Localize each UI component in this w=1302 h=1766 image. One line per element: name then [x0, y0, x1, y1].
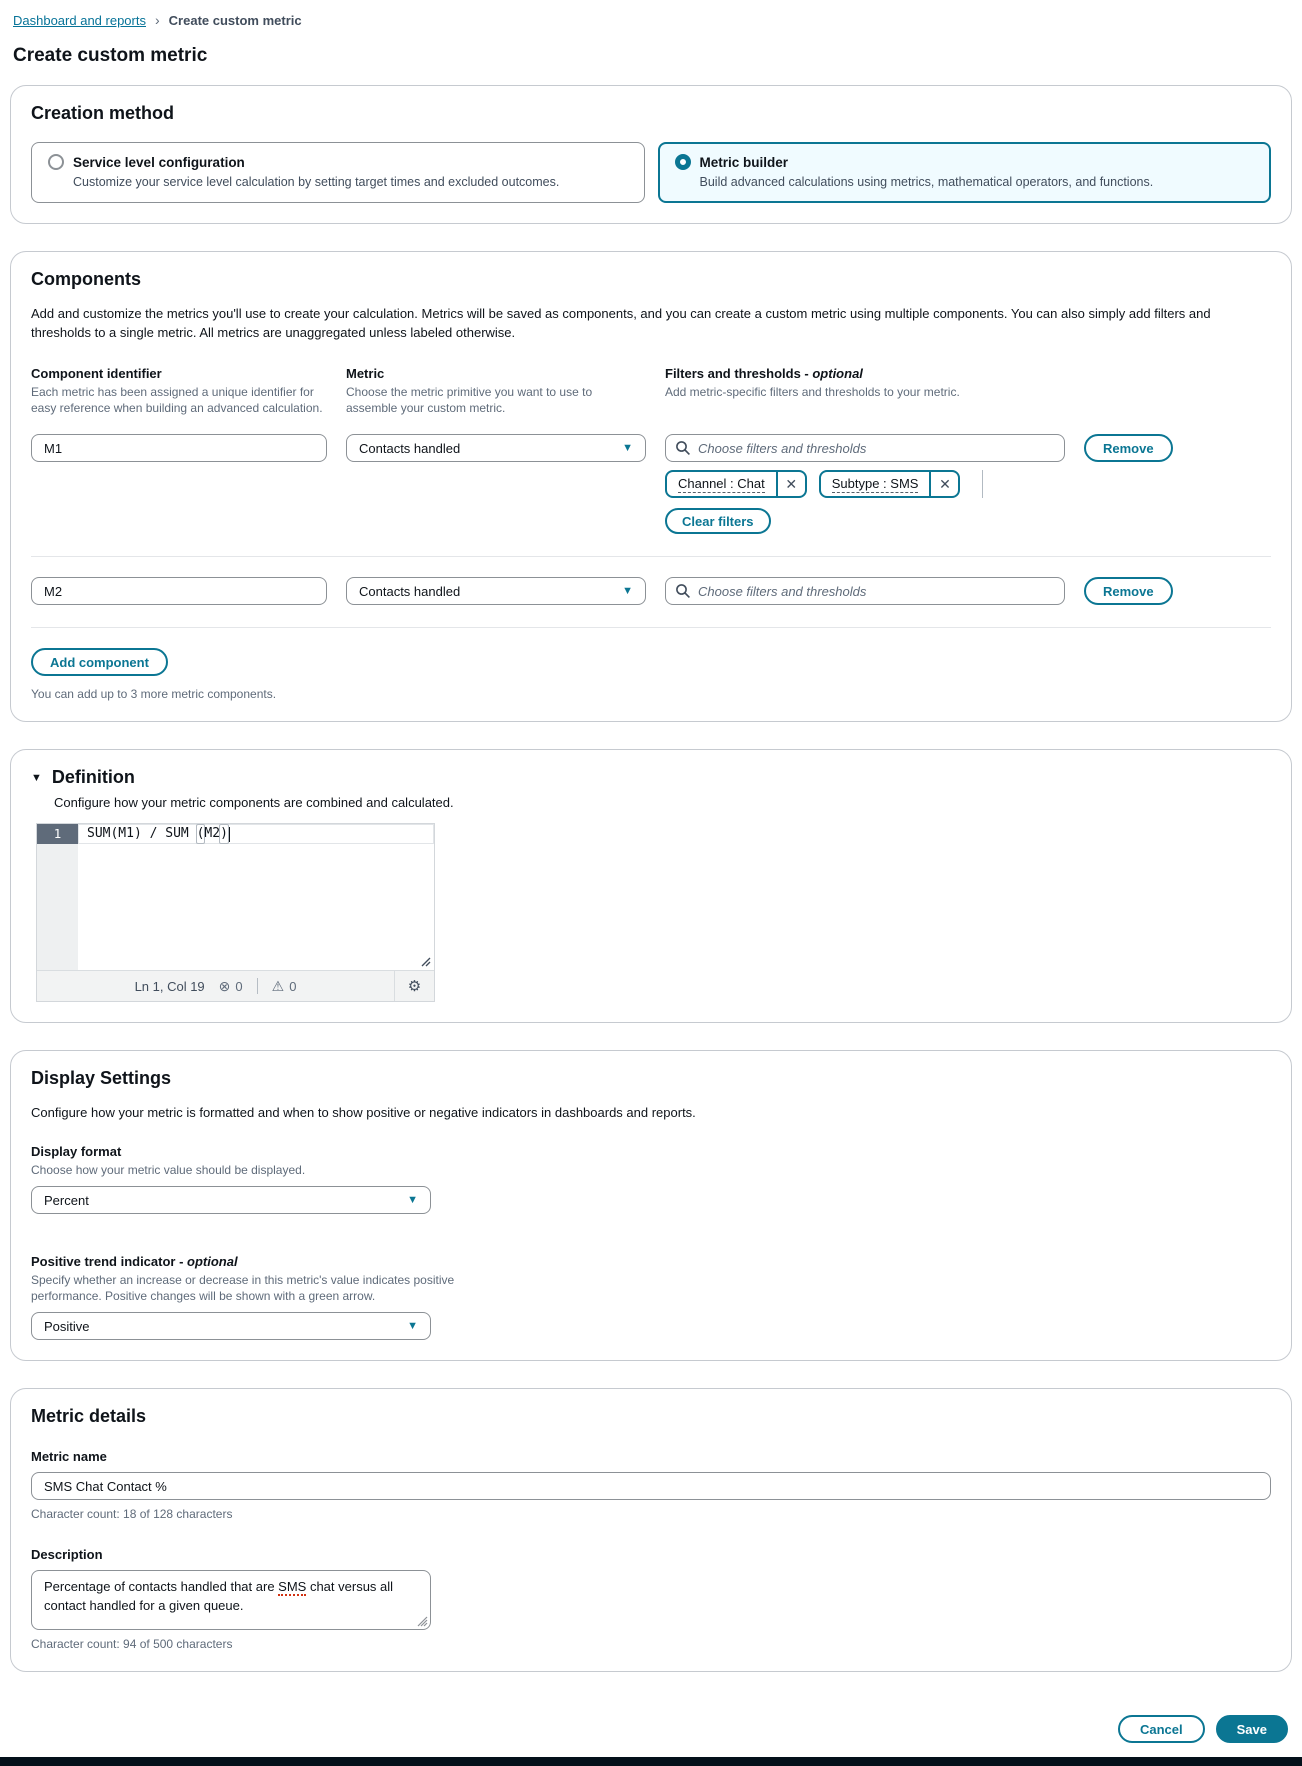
expression-editor [36, 823, 435, 1002]
components-description: Add and customize the metrics you'll use to create your calculation. Metrics will be saved as components, and you can create a custom metric using multiple components. You can also simply add filters and thresholds to a single metric. All metrics are unaggregated unless labeled otherwise. [31, 306, 1211, 340]
display-settings-description: Configure how your metric is formatted and when to show positive or negative indicators in dashboards and reports. [31, 1105, 696, 1120]
search-icon [675, 440, 691, 456]
expression-editor-body[interactable] [37, 824, 434, 970]
breadcrumb [0, 0, 1302, 28]
breadcrumb-current: Create custom metric [168, 12, 302, 28]
cancel-button[interactable]: Cancel [1118, 1715, 1205, 1743]
display-format-description: Choose how your metric value should be displayed. [31, 1163, 306, 1177]
positive-trend-label: Positive trend indicator - optional [31, 1254, 238, 1269]
column-label: Metric [346, 366, 385, 381]
resize-handle-icon[interactable] [416, 1615, 428, 1627]
row-divider [31, 627, 1271, 628]
filters-search-m2 [665, 577, 1065, 605]
filters-search-input[interactable] [665, 434, 1065, 462]
metric-name-char-count: Character count: 18 of 128 characters [31, 1507, 233, 1521]
identifier-input-m2[interactable] [31, 577, 327, 605]
components-panel [10, 251, 1292, 722]
column-description: Choose the metric primitive you want to use to assemble your custom metric. [346, 385, 593, 415]
column-label: Filters and thresholds - optional [665, 366, 863, 381]
add-component-button[interactable]: Add component [31, 648, 168, 676]
bracket-highlight: ( [196, 824, 206, 844]
chevron-down-icon: ▼ [407, 1194, 418, 1206]
column-component-identifier [31, 366, 327, 416]
positive-trend-value: Positive [44, 1318, 90, 1334]
editor-status-bar [37, 970, 434, 1001]
save-button[interactable]: Save [1216, 1715, 1288, 1743]
metric-details-title: Metric details [31, 1406, 147, 1426]
metric-name-input[interactable] [31, 1472, 1271, 1500]
chevron-down-icon: ▼ [622, 585, 633, 597]
display-format-select[interactable] [31, 1186, 431, 1214]
components-grid [31, 366, 1271, 534]
cursor-position: Ln 1, Col 19 [134, 978, 205, 994]
filter-token-channel-chat [665, 470, 807, 498]
metric-select-value: Contacts handled [359, 583, 461, 599]
text-caret [982, 470, 983, 498]
option-metric-builder[interactable] [658, 142, 1272, 203]
display-settings-title: Display Settings [31, 1068, 172, 1088]
radio-unselected[interactable] [48, 154, 64, 170]
line-number: 1 [37, 824, 78, 844]
editor-gutter [37, 824, 78, 970]
metric-name-label: Metric name [31, 1449, 107, 1464]
metric-select-m2[interactable] [346, 577, 646, 605]
page-title: Create custom metric [13, 45, 208, 66]
misspelled-word: SMS [278, 1579, 307, 1594]
row-divider [31, 556, 1271, 557]
breadcrumb-separator-icon: › [154, 12, 160, 28]
component-row-m2-identifier [31, 577, 327, 605]
token-label[interactable]: Subtype : SMS [831, 475, 919, 491]
option-label: Service level configuration [73, 154, 245, 170]
metric-select-value: Contacts handled [359, 440, 461, 456]
metric-select-m1[interactable] [346, 434, 646, 462]
remove-m1-cell [1084, 434, 1271, 462]
text-caret [229, 827, 231, 842]
option-description: Customize your service level calculation by setting target times and excluded outcomes. [73, 175, 560, 189]
column-metric [346, 366, 646, 416]
creation-method-options [31, 142, 1271, 203]
components-title: Components [31, 269, 141, 289]
gear-icon: ⚙ [407, 978, 422, 995]
bracket-highlight: ) [219, 824, 229, 844]
remove-component-button[interactable]: Remove [1084, 434, 1173, 462]
column-filters-thresholds [665, 366, 1271, 400]
close-icon[interactable]: ✕ [776, 472, 805, 496]
radio-selected[interactable] [675, 154, 691, 170]
optional-label: optional [812, 366, 863, 381]
component-row-m1-identifier [31, 434, 327, 462]
error-count: ⊗ 0 [218, 977, 243, 994]
optional-label: optional [187, 1254, 238, 1269]
display-format-label: Display format [31, 1144, 122, 1159]
close-icon[interactable]: ✕ [929, 472, 958, 496]
option-service-level-configuration[interactable] [31, 142, 645, 203]
status-divider [257, 978, 258, 994]
add-component-row [31, 648, 1271, 676]
search-icon [675, 583, 691, 599]
description-label: Description [31, 1547, 103, 1562]
chevron-down-icon: ▼ [407, 1320, 418, 1332]
positive-trend-select[interactable] [31, 1312, 431, 1340]
positive-trend-description: Specify whether an increase or decrease in this metric's value indicates positive performance. Positive changes will be shown with a green arrow. [31, 1273, 455, 1303]
bottom-edge-strip [0, 1757, 1302, 1766]
filter-tokens-m1 [665, 470, 1065, 498]
creation-method-title: Creation method [31, 103, 175, 123]
collapse-triangle-icon[interactable]: ▼ [31, 771, 42, 784]
remove-m2-cell [1084, 577, 1271, 605]
editor-code-area[interactable] [78, 824, 434, 970]
definition-panel [10, 749, 1292, 1023]
description-textarea[interactable]: Percentage of contacts handled that are SMS chat versus all contact handled for a given queue. [31, 1570, 431, 1630]
column-description: Add metric-specific filters and thresholds to your metric. [665, 385, 960, 399]
resize-handle-icon[interactable] [419, 955, 431, 967]
breadcrumb-link-dashboard[interactable]: Dashboard and reports [13, 12, 146, 28]
definition-title: Definition [51, 767, 135, 787]
code-line-1[interactable]: SUM(M1) / SUM ( M2 ) [78, 824, 434, 844]
option-description: Build advanced calculations using metrics, mathematical operators, and functions. [699, 175, 1154, 189]
column-label: Component identifier [31, 366, 162, 381]
remove-component-button[interactable]: Remove [1084, 577, 1173, 605]
option-label: Metric builder [699, 154, 789, 170]
components-grid-row2 [31, 559, 1271, 605]
warning-icon: ⚠ [271, 977, 285, 994]
description-char-count: Character count: 94 of 500 characters [31, 1637, 233, 1651]
column-description: Each metric has been assigned a unique identifier for easy reference when building an advanced calculation. [31, 385, 323, 415]
add-component-hint: You can add up to 3 more metric components. [31, 687, 277, 701]
clear-filters-row [665, 508, 1065, 534]
identifier-input-m1[interactable] [31, 434, 327, 462]
display-settings-panel [10, 1050, 1292, 1361]
error-icon: ⊗ [218, 977, 231, 994]
filters-search-m1 [665, 434, 1065, 462]
creation-method-panel [10, 85, 1292, 224]
warning-count: ⚠ 0 [271, 977, 297, 994]
filter-token-subtype-sms [819, 470, 961, 498]
token-label[interactable]: Channel : Chat [678, 475, 765, 491]
display-format-value: Percent [44, 1192, 89, 1208]
footer-actions [0, 1715, 1302, 1743]
metric-details-panel [10, 1388, 1292, 1672]
definition-description: Configure how your metric components are combined and calculated. [54, 795, 454, 810]
chevron-down-icon: ▼ [622, 442, 633, 454]
editor-settings-button[interactable] [394, 971, 434, 1001]
filters-search-input[interactable] [665, 577, 1065, 605]
clear-filters-button[interactable]: Clear filters [665, 508, 771, 534]
